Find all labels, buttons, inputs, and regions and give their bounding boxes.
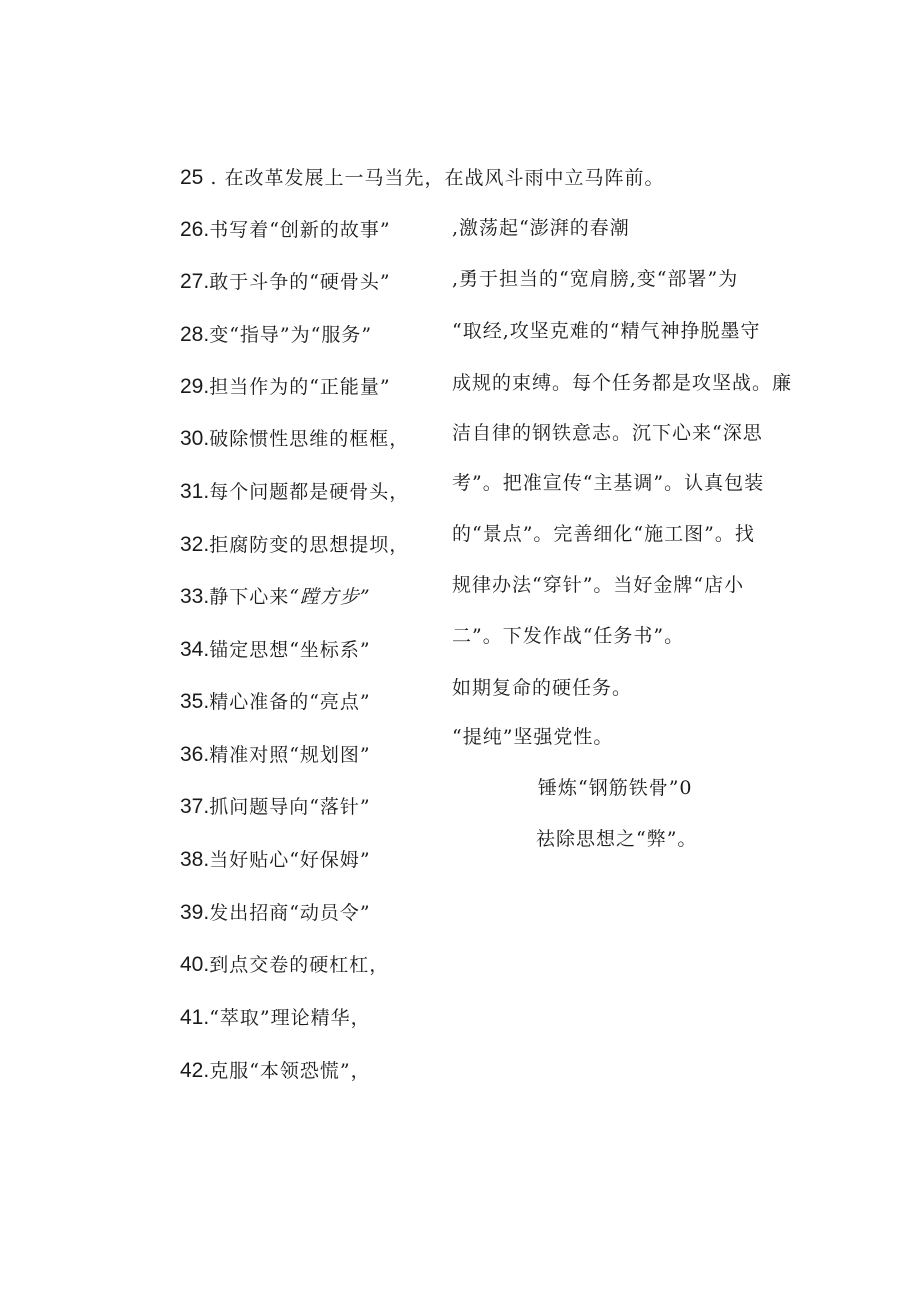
item-number: 40. — [180, 953, 210, 976]
item-text: 变“指导”为“服务” — [209, 324, 373, 346]
list-item — [180, 269, 391, 295]
item-text: 抓问题导向“落针” — [209, 796, 371, 818]
list-item — [180, 900, 371, 926]
item-number: 34. — [180, 638, 210, 661]
item-number: 38. — [180, 848, 210, 871]
list-item — [180, 426, 409, 452]
right-text-line: ,勇于担当的“宽肩膀,变“部署”为 — [452, 268, 739, 290]
list-item — [180, 584, 371, 610]
item-text: 每个问题都是硬骨头， — [209, 481, 410, 503]
list-item — [180, 637, 371, 663]
list-item — [180, 1005, 371, 1031]
item-text: 精心准备的“亮点” — [209, 691, 371, 713]
list-item — [180, 322, 372, 348]
item-number: 33. — [180, 585, 210, 608]
item-number: 35. — [180, 690, 210, 713]
item-text: 到点交卷的硬杠杠， — [209, 954, 390, 976]
list-item — [180, 847, 371, 873]
item-text: 书写着“创新的故事” — [209, 219, 391, 241]
item-number: 31. — [180, 480, 210, 503]
item-text: “萃取”理论精华， — [209, 1007, 371, 1029]
item-text: 锚定思想“坐标系” — [209, 639, 371, 661]
item-text: 担当作为的“正能量” — [209, 376, 391, 398]
right-text-line: 规律办法“穿针”。当好金牌“店小 — [452, 574, 745, 596]
right-text-line: 考”。把准宣传“主基调”。认真包装 — [452, 472, 765, 494]
list-item — [180, 374, 391, 400]
item-number: 26. — [180, 218, 210, 241]
item-text: 破除惯性思维的框框， — [209, 428, 410, 450]
item-text: 敢于斗争的“硬骨头” — [209, 271, 391, 293]
right-text-line: 如期复命的硬任务。 — [452, 677, 633, 699]
item-number: 25 — [180, 166, 204, 189]
item-text: 当好贴心“好保姆” — [209, 849, 371, 871]
list-item — [180, 217, 391, 243]
item-text: 静下心来 — [209, 586, 290, 608]
centered-text-line: 祛除思想之“弊”。 — [536, 828, 698, 850]
item-italic-text: “蹚方步” — [289, 586, 371, 608]
item-number: 41. — [180, 1006, 210, 1029]
right-text-line: “提纯”坚强党性。 — [452, 726, 614, 748]
centered-text-line: 锤炼“钢筋铁骨”0 — [538, 777, 693, 799]
list-item — [180, 479, 409, 505]
item-number: 37. — [180, 795, 210, 818]
right-text-line: 洁自律的钢铁意志。沉下心来“深思 — [452, 422, 763, 444]
list-item — [180, 794, 371, 820]
right-text-line: 的“景点”。完善细化“施工图”。找 — [452, 523, 755, 545]
list-item — [180, 689, 371, 715]
item-number: 28. — [180, 323, 210, 346]
item-number: 32. — [180, 533, 210, 556]
item-text: 发出招商“动员令” — [209, 902, 371, 924]
item-text: 拒腐防变的思想提坝， — [209, 534, 410, 556]
item-number: 29. — [180, 375, 210, 398]
list-item — [180, 165, 664, 191]
item-number: 27. — [180, 270, 210, 293]
item-text: 精准对照“规划图” — [209, 744, 371, 766]
list-item — [180, 1058, 371, 1084]
right-text-line: 成规的束缚。每个任务都是攻坚战。廉 — [452, 372, 793, 394]
item-number: 42. — [180, 1059, 210, 1082]
right-text-line: 二”。下发作战“任务书”。 — [452, 625, 685, 647]
list-item — [180, 532, 409, 558]
item-number: 39. — [180, 901, 210, 924]
item-number: 36. — [180, 743, 210, 766]
item-number: 30. — [180, 427, 210, 450]
item-text: 克服“本领恐慌”， — [209, 1060, 371, 1082]
list-item — [180, 742, 371, 768]
right-text-line: ,激荡起“澎湃的春潮 — [452, 217, 630, 239]
list-item — [180, 952, 389, 978]
item-text: . 在改革发展上一马当先，在战风斗雨中立马阵前。 — [203, 167, 665, 189]
right-text-line: “取经,攻坚克难的“精气神挣脱墨守 — [452, 320, 761, 342]
